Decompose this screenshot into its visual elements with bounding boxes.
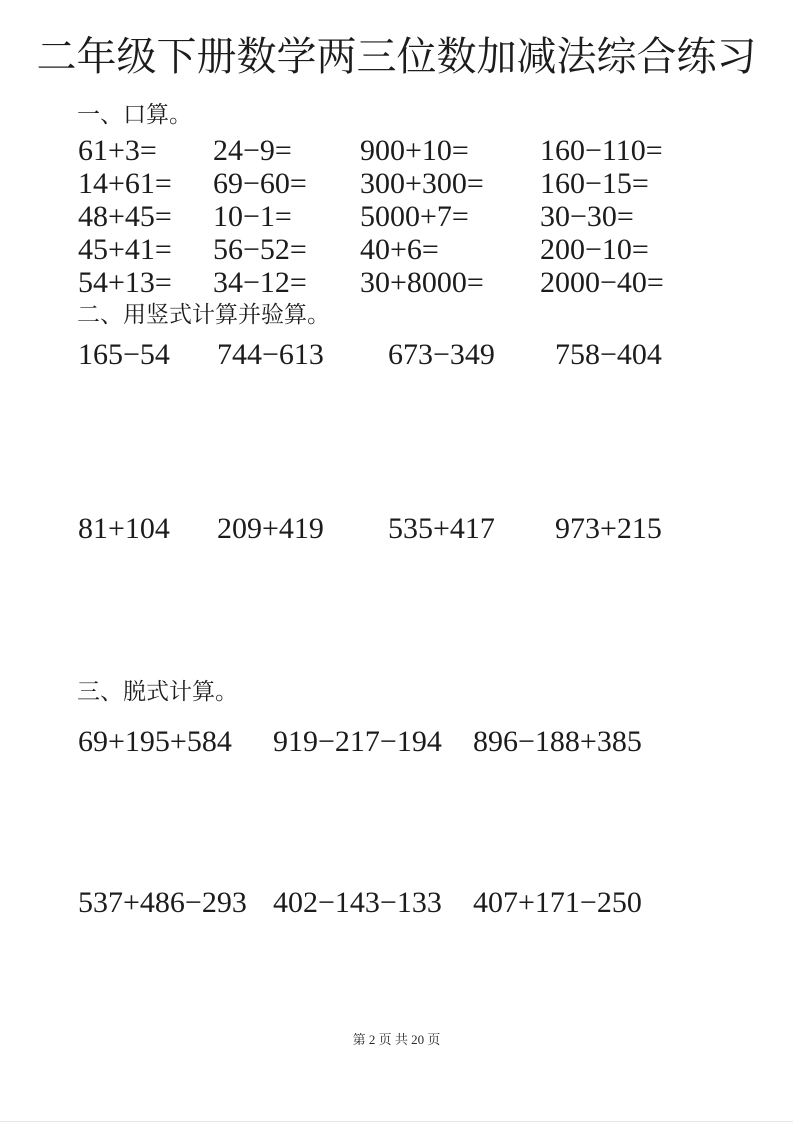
problem-cell: 56−52= <box>213 233 307 266</box>
problem-cell: 209+419 <box>217 512 324 545</box>
page-number: 第 2 页 共 20 页 <box>352 1032 441 1047</box>
problem-cell: 24−9= <box>213 134 292 167</box>
oral-problems-grid <box>78 134 715 299</box>
problem-cell: 48+45= <box>78 200 172 233</box>
step-problems-row <box>78 725 693 758</box>
column-problems-row <box>78 512 715 545</box>
problem-cell: 30−30= <box>540 200 634 233</box>
problem-cell: 300+300= <box>360 167 484 200</box>
problem-cell: 896−188+385 <box>473 725 642 758</box>
problem-cell: 34−12= <box>213 266 307 299</box>
problem-cell: 69+195+584 <box>78 725 232 758</box>
section-heading-step-method: 三、脱式计算。 <box>77 679 238 704</box>
problem-cell: 919−217−194 <box>273 725 442 758</box>
problem-cell: 673−349 <box>388 338 495 371</box>
problem-cell: 10−1= <box>213 200 292 233</box>
problem-cell: 758−404 <box>555 338 662 371</box>
problem-cell: 54+13= <box>78 266 172 299</box>
problem-cell: 2000−40= <box>540 266 664 299</box>
page-title: 二年级下册数学两三位数加减法综合练习 <box>36 34 757 79</box>
problem-cell: 165−54 <box>78 338 170 371</box>
problem-cell: 40+6= <box>360 233 439 266</box>
step-problems-row <box>78 886 693 919</box>
section-heading-column-method: 二、用竖式计算并验算。 <box>77 302 330 327</box>
problem-cell: 61+3= <box>78 134 157 167</box>
problem-cell: 973+215 <box>555 512 662 545</box>
problem-cell: 45+41= <box>78 233 172 266</box>
section-heading-oral: 一、口算。 <box>77 102 192 127</box>
problem-cell: 200−10= <box>540 233 649 266</box>
problem-cell: 81+104 <box>78 512 170 545</box>
problem-cell: 744−613 <box>217 338 324 371</box>
problem-cell: 5000+7= <box>360 200 469 233</box>
problem-cell: 69−60= <box>213 167 307 200</box>
problem-cell: 30+8000= <box>360 266 484 299</box>
problem-cell: 160−15= <box>540 167 649 200</box>
problem-cell: 160−110= <box>540 134 663 167</box>
problem-cell: 14+61= <box>78 167 172 200</box>
column-problems-row <box>78 338 715 371</box>
problem-cell: 407+171−250 <box>473 886 642 919</box>
problem-cell: 537+486−293 <box>78 886 247 919</box>
problem-cell: 402−143−133 <box>273 886 442 919</box>
problem-cell: 535+417 <box>388 512 495 545</box>
problem-cell: 900+10= <box>360 134 469 167</box>
